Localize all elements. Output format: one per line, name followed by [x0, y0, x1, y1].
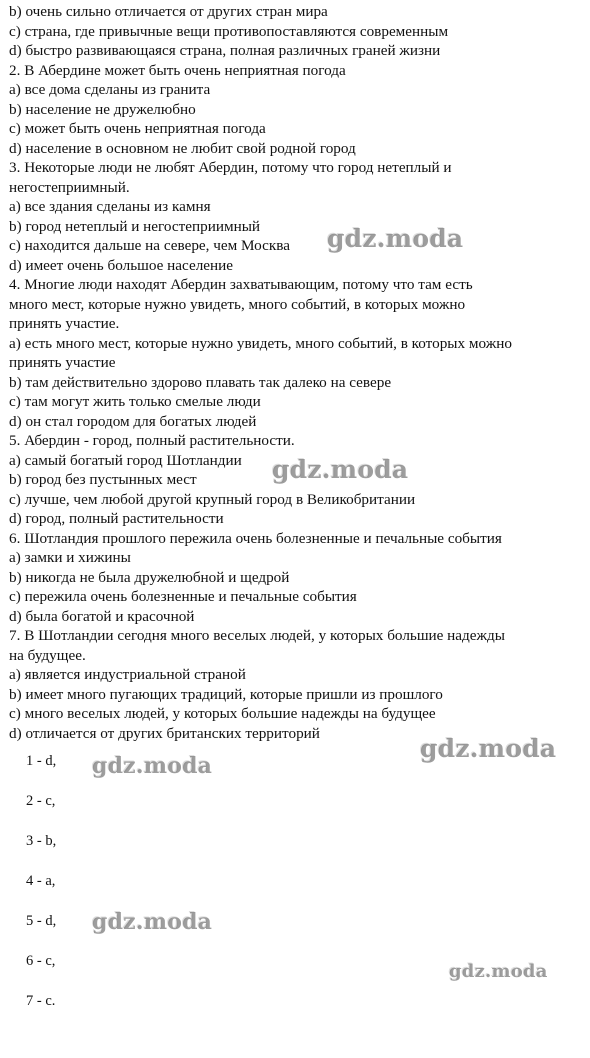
watermark: gdz.moda — [420, 734, 557, 763]
watermark: gdz.moda — [92, 753, 213, 779]
question-6: 6. Шотландия прошлого пережила очень болезненные и печальные события — [9, 529, 502, 547]
option-a: a) есть много мест, которые нужно увидеть, много событий, в которых можно — [9, 334, 512, 352]
option-b: b) имеет много пугающих традиций, которые пришли из прошлого — [9, 685, 443, 703]
option-a: a) все дома сделаны из гранита — [9, 81, 211, 98]
option-c: c) пережила очень болезненные и печальные события — [9, 588, 357, 605]
option-a: a) является индустриальной страной — [9, 666, 246, 683]
answer-item: 4 - a, — [26, 873, 56, 889]
answer-item: 3 - b, — [26, 833, 57, 849]
question-4-cont: принять участие. — [9, 315, 120, 332]
option-b: b) город нетеплый и негостеприимный — [9, 217, 261, 235]
option-a: a) самый богатый город Шотландии — [9, 451, 242, 469]
question-3: 3. Некоторые люди не любят Абердин, потому что город нетеплый и — [9, 159, 452, 176]
text-line: d) быстро развивающаяся страна, полная различных граней жизни — [9, 42, 441, 59]
option-b: b) там действительно здорово плавать так далеко на севере — [9, 373, 392, 391]
answer-item: 7 - c. — [26, 993, 56, 1009]
option-c: c) находится дальше на севере, чем Москва — [9, 237, 290, 254]
answer-item: 6 - c, — [26, 953, 56, 969]
option-d: d) была богатой и красочной — [9, 607, 195, 625]
watermark: gdz.moda — [272, 455, 409, 484]
question-7-cont: на будущее. — [9, 646, 86, 664]
question-7: 7. В Шотландии сегодня много веселых людей, у которых большие надежды — [9, 627, 505, 644]
answer-item: 1 - d, — [26, 753, 57, 769]
option-d: d) он стал городом для богатых людей — [9, 412, 257, 430]
answer-item: 2 - c, — [26, 793, 56, 809]
answer-item: 5 - d, — [26, 913, 57, 929]
question-3-cont: негостеприимный. — [9, 178, 130, 196]
option-b: b) никогда не была дружелюбной и щедрой — [9, 568, 290, 586]
question-2: 2. В Абердине может быть очень неприятная погода — [9, 61, 346, 79]
option-a: a) все здания сделаны из камня — [9, 198, 211, 215]
option-a-cont: принять участие — [9, 354, 116, 371]
option-c: c) может быть очень неприятная погода — [9, 120, 266, 137]
option-c: c) там могут жить только смелые люди — [9, 393, 261, 410]
watermark: gdz.moda — [327, 224, 464, 253]
option-b: b) город без пустынных мест — [9, 471, 197, 488]
option-c: c) лучше, чем любой другой крупный город в Великобритании — [9, 490, 416, 508]
watermark: gdz.moda — [449, 961, 548, 982]
text-line: b) очень сильно отличается от других стран мира — [9, 3, 328, 20]
option-d: d) имеет очень большое население — [9, 256, 234, 274]
document-body — [9, 2, 579, 743]
option-d: d) город, полный растительности — [9, 510, 224, 527]
text-line: c) страна, где привычные вещи противопоставляются современным — [9, 22, 449, 40]
watermark: gdz.moda — [92, 909, 213, 935]
option-d: d) отличается от других британских территорий — [9, 724, 320, 742]
option-c: c) много веселых людей, у которых большие надежды на будущее — [9, 705, 436, 722]
option-a: a) замки и хижины — [9, 549, 131, 566]
question-4-cont: много мест, которые нужно увидеть, много событий, в которых можно — [9, 295, 466, 313]
option-d: d) население в основном не любит свой родной город — [9, 139, 356, 157]
option-b: b) население не дружелюбно — [9, 100, 196, 118]
question-4: 4. Многие люди находят Абердин захватывающим, потому что там есть — [9, 276, 473, 293]
question-5: 5. Абердин - город, полный растительности. — [9, 432, 295, 449]
